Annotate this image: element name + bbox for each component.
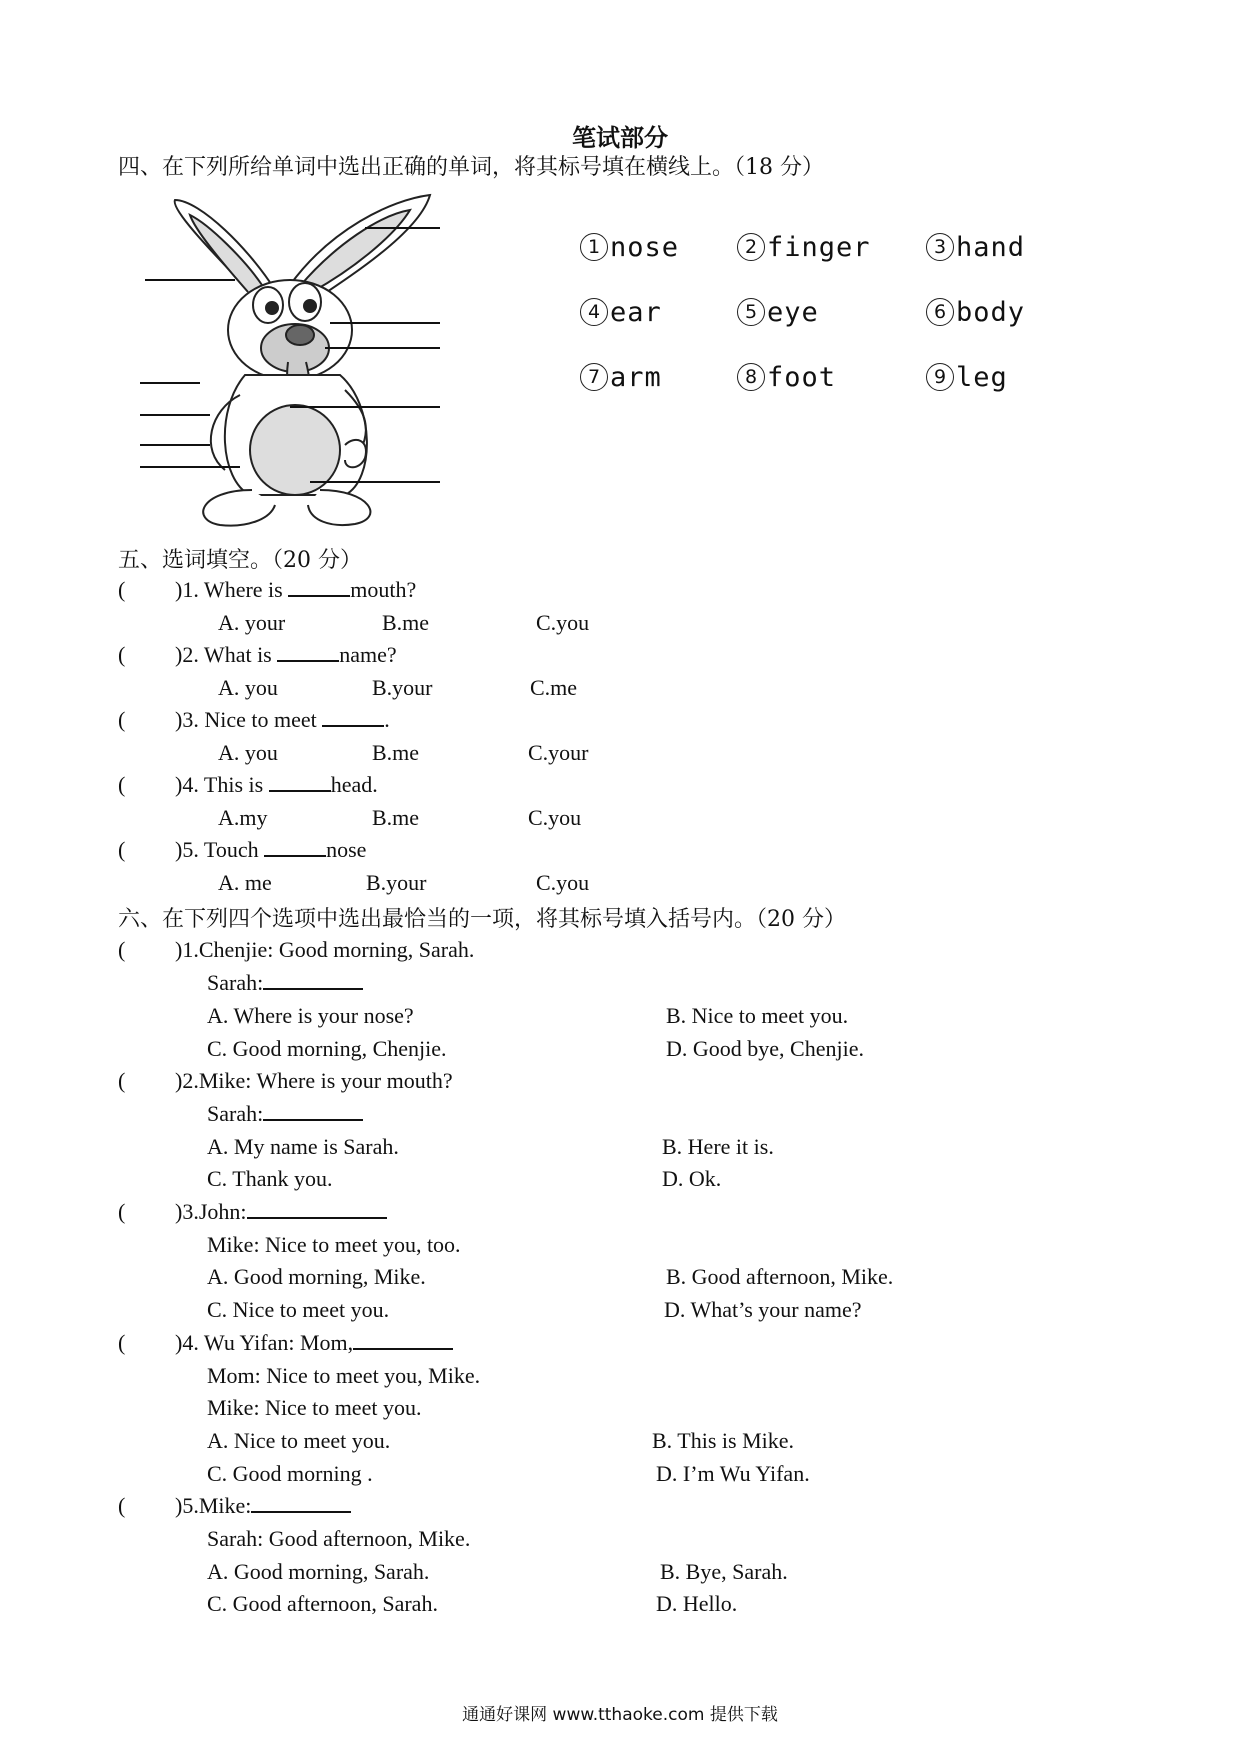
- word-hand: 3 hand: [926, 232, 1025, 263]
- p6-q5-option-b: B. Bye, Sarah.: [660, 1559, 788, 1584]
- part4-heading: 四、在下列所给单词中选出正确的单词，将其标号填在横线上。（18 分）: [118, 155, 824, 180]
- p6-q2-option-d: D. Ok.: [662, 1166, 722, 1191]
- p5-question-2: )2. What is name?: [175, 642, 397, 667]
- word-finger: 2 finger: [737, 232, 871, 263]
- answer-paren: (: [118, 1199, 126, 1224]
- p6-q5-line2: Sarah: Good afternoon, Mike.: [207, 1526, 471, 1551]
- p6-q1-stem: )1.Chenjie: Good morning, Sarah.: [175, 937, 475, 962]
- p6-q4-option-d: D. I’m Wu Yifan.: [656, 1461, 810, 1486]
- part5-heading: 五、选词填空。（20 分）: [118, 548, 362, 573]
- p6-q3-option-d: D. What’s your name?: [664, 1297, 862, 1322]
- p6-q1-line2: Sarah:: [207, 970, 363, 996]
- word-leg: 9 leg: [926, 362, 1008, 393]
- p5-q5-option-b: B.your: [366, 870, 427, 895]
- answer-paren: (: [118, 577, 126, 602]
- p6-q4-option-c: C. Good morning .: [207, 1461, 373, 1486]
- p5-q5-option-c: C.you: [536, 870, 590, 895]
- rabbit-illustration: [140, 190, 510, 535]
- p5-q1-option-a: A. your: [218, 610, 286, 635]
- answer-paren: (: [118, 1493, 126, 1518]
- footer-source: 通通好课网 www.tthaoke.com 提供下载: [462, 1705, 778, 1725]
- p6-q4-line2: Mom: Nice to meet you, Mike.: [207, 1363, 481, 1388]
- answer-paren: (: [118, 1330, 126, 1355]
- answer-blank[interactable]: [251, 1493, 351, 1513]
- answer-paren: (: [118, 837, 126, 862]
- p5-q3-option-c: C.your: [528, 740, 589, 765]
- p6-q3-option-a: A. Good morning, Mike.: [207, 1264, 426, 1289]
- p6-q2-option-b: B. Here it is.: [662, 1134, 774, 1159]
- p6-q1-option-a: A. Where is your nose?: [207, 1003, 414, 1028]
- answer-blank[interactable]: [264, 837, 326, 857]
- answer-blank[interactable]: [322, 707, 384, 727]
- word-nose: 1 nose: [580, 232, 679, 263]
- p6-q3-option-c: C. Nice to meet you.: [207, 1297, 390, 1322]
- p6-q5-option-c: C. Good afternoon, Sarah.: [207, 1591, 438, 1616]
- p5-q4-option-c: C.you: [528, 805, 582, 830]
- p6-q5-option-d: D. Hello.: [656, 1591, 738, 1616]
- p6-q5-stem: )5.Mike:: [175, 1493, 351, 1519]
- p5-q3-option-b: B.me: [372, 740, 420, 765]
- p6-q4-stem: )4. Wu Yifan: Mom,: [175, 1330, 453, 1356]
- p6-q1-option-b: B. Nice to meet you.: [666, 1003, 849, 1028]
- answer-paren: (: [118, 937, 126, 962]
- p6-q3-option-b: B. Good afternoon, Mike.: [666, 1264, 894, 1289]
- p5-q1-option-c: C.you: [536, 610, 590, 635]
- p5-question-3: )3. Nice to meet .: [175, 707, 390, 732]
- word-foot: 8 foot: [737, 362, 836, 393]
- p5-q2-option-c: C.me: [530, 675, 578, 700]
- word-arm: 7 arm: [580, 362, 662, 393]
- p5-q2-option-a: A. you: [218, 675, 278, 700]
- p5-question-1: )1. Where is mouth?: [175, 577, 417, 602]
- p6-q3-line2: Mike: Nice to meet you, too.: [207, 1232, 461, 1257]
- answer-blank[interactable]: [269, 772, 331, 792]
- p6-q4-option-b: B. This is Mike.: [652, 1428, 795, 1453]
- p6-q5-option-a: A. Good morning, Sarah.: [207, 1559, 430, 1584]
- answer-blank[interactable]: [288, 577, 350, 597]
- answer-blank[interactable]: [263, 1101, 363, 1121]
- answer-blank[interactable]: [353, 1330, 453, 1350]
- p6-q2-option-c: C. Thank you.: [207, 1166, 333, 1191]
- p6-q2-option-a: A. My name is Sarah.: [207, 1134, 399, 1159]
- answer-blank[interactable]: [247, 1199, 387, 1219]
- answer-paren: (: [118, 772, 126, 797]
- p6-q3-stem: )3.John:: [175, 1199, 387, 1225]
- p5-q2-option-b: B.your: [372, 675, 433, 700]
- p5-q1-option-b: B.me: [382, 610, 430, 635]
- p5-q5-option-a: A. me: [218, 870, 272, 895]
- p6-q4-option-a: A. Nice to meet you.: [207, 1428, 391, 1453]
- p5-q4-option-a: A.my: [218, 805, 268, 830]
- p6-q2-line2: Sarah:: [207, 1101, 363, 1127]
- word-body: 6 body: [926, 297, 1025, 328]
- answer-paren: (: [118, 1068, 126, 1093]
- p6-q1-option-d: D. Good bye, Chenjie.: [666, 1036, 864, 1061]
- word-ear: 4 ear: [580, 297, 662, 328]
- p6-q1-option-c: C. Good morning, Chenjie.: [207, 1036, 447, 1061]
- answer-paren: (: [118, 707, 126, 732]
- part6-heading: 六、在下列四个选项中选出最恰当的一项，将其标号填入括号内。（20 分）: [118, 907, 846, 932]
- p5-q3-option-a: A. you: [218, 740, 278, 765]
- p5-question-4: )4. This is head.: [175, 772, 378, 797]
- word-eye: 5 eye: [737, 297, 819, 328]
- p5-q4-option-b: B.me: [372, 805, 420, 830]
- p6-q2-stem: )2.Mike: Where is your mouth?: [175, 1068, 453, 1093]
- answer-blank[interactable]: [277, 642, 339, 662]
- answer-paren: (: [118, 642, 126, 667]
- section-title: 笔试部分: [572, 124, 668, 152]
- p5-question-5: )5. Touch nose: [175, 837, 367, 862]
- answer-blank[interactable]: [263, 970, 363, 990]
- p6-q4-line3: Mike: Nice to meet you.: [207, 1395, 422, 1420]
